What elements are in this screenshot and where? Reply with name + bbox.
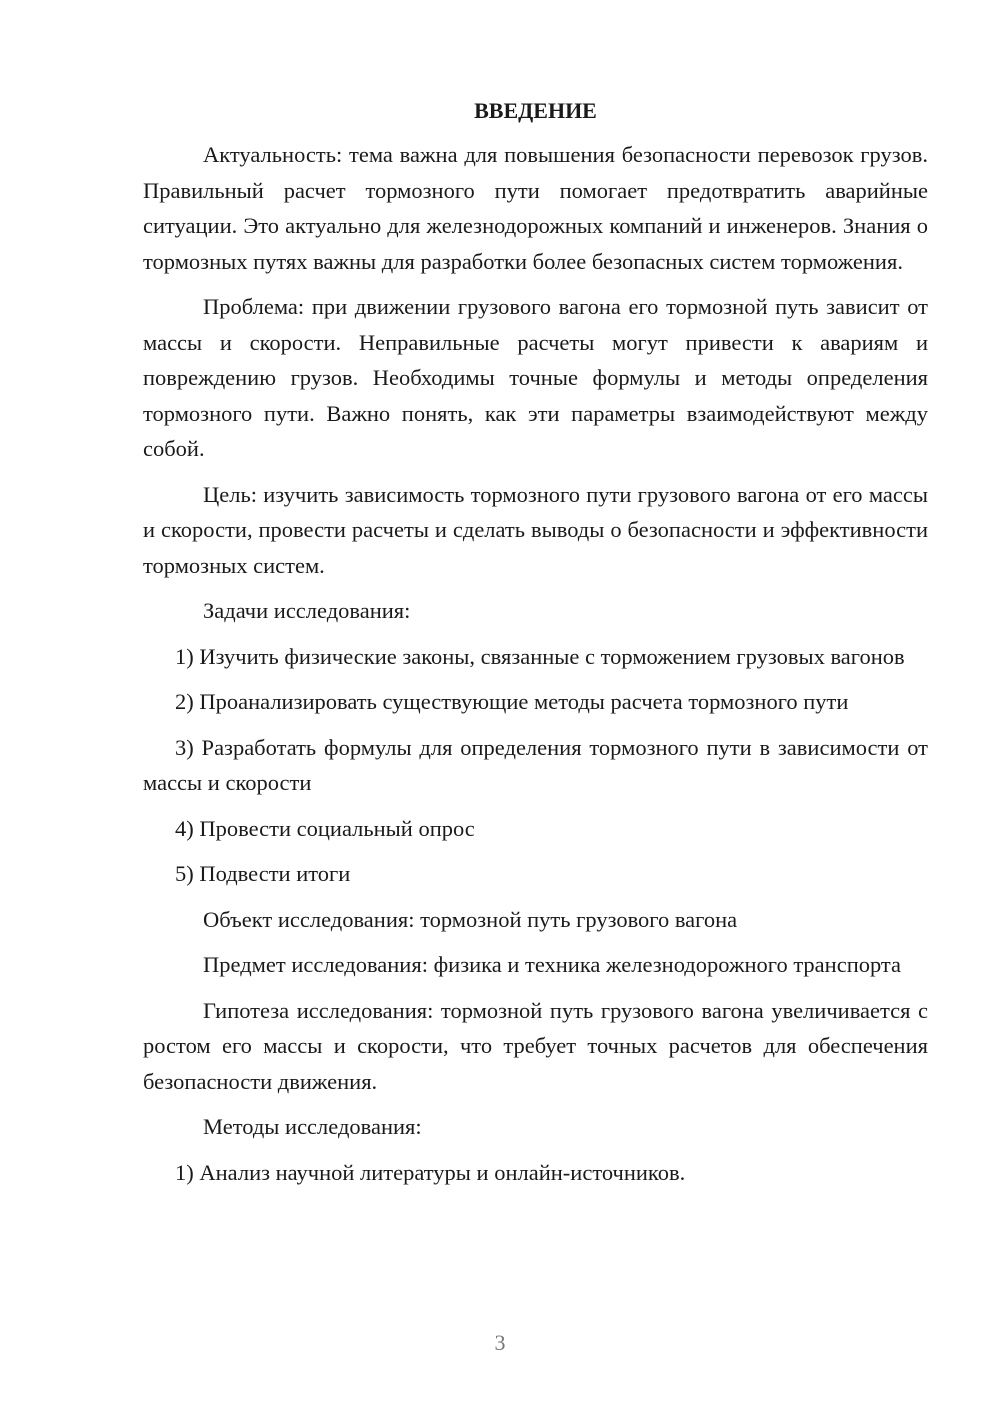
paragraph-problem: Проблема: при движении грузового вагона его тормозной путь зависит от массы и скорости. Неправильные расчеты могут привести к авариям и повреждению грузов. Необходимы точные формулы и методы определения тормозного пути. Важно понять, как эти параметры взаимодействуют между собой. (143, 294, 928, 461)
methods-heading: Методы исследования: (203, 1114, 422, 1139)
method-item-1: 1) Анализ научной литературы и онлайн-источников. (175, 1159, 686, 1185)
task-item-1: 1) Изучить физические законы, связанные с торможением грузовых вагонов (175, 643, 905, 669)
paragraph-subject: Предмет исследования: физика и техника железнодорожного транспорта (203, 952, 902, 977)
task-item-5: 5) Подвести итоги (175, 861, 351, 886)
page-number: 3 (494, 1330, 506, 1355)
paragraph-hypothesis: Гипотеза исследования: тормозной путь грузового вагона увеличивается с ростом его массы и скорости, что требует точных расчетов для обеспечения безопасности движения. (143, 997, 928, 1094)
tasks-heading: Задачи исследования: (203, 598, 411, 623)
page-content (143, 92, 928, 1200)
paragraph-goal: Цель: изучить зависимость тормозного пути грузового вагона от его массы и скорости, провести расчеты и сделать выводы о безопасности и эффективности тормозных систем. (143, 481, 928, 578)
paragraph-object: Объект исследования: тормозной путь грузового вагона (203, 906, 738, 932)
page-title: ВВЕДЕНИЕ (474, 98, 597, 123)
task-item-3: 3) Разработать формулы для определения тормозного пути в зависимости от массы и скорости (143, 734, 928, 795)
task-item-2: 2) Проанализировать существующие методы расчета тормозного пути (175, 689, 849, 714)
paragraph-relevance: Актуальность: тема важна для повышения безопасности перевозок грузов. Правильный расчет тормозного пути помогает предотвратить аварийные ситуации. Это актуально для железнодорожных компаний и инженеров. Знания о тормозных путях важны для разработки более безопасных систем торможения. (143, 142, 928, 274)
task-item-4: 4) Провести социальный опрос (175, 815, 475, 841)
